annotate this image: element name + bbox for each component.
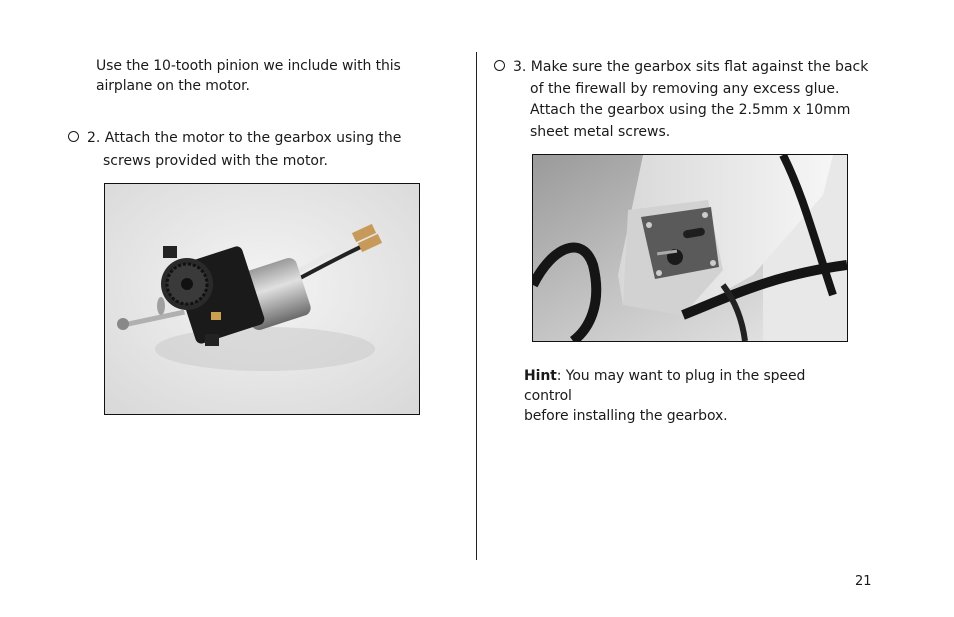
page-number: 21 bbox=[855, 574, 872, 589]
intro-text: Use the 10-tooth pinion we include with this airplane on the motor. bbox=[96, 58, 401, 94]
step-2-line-2: screws provided with the motor. bbox=[103, 153, 328, 169]
motor-gearbox-photo bbox=[104, 183, 420, 415]
motor-gearbox-illustration bbox=[105, 184, 419, 414]
step-2-line-1: 2. Attach the motor to the gearbox using the bbox=[87, 130, 402, 146]
step-3-line-3: Attach the gearbox using the 2.5mm x 10mm bbox=[530, 102, 851, 118]
step-3-line-1: 3. Make sure the gearbox sits flat against the back bbox=[513, 59, 869, 75]
checkbox-circle-icon[interactable] bbox=[494, 60, 505, 71]
step-3-line-2: of the firewall by removing any excess glue. bbox=[530, 81, 840, 97]
step-3-line-4: sheet metal screws. bbox=[530, 124, 671, 140]
intro-paragraph bbox=[96, 56, 416, 96]
firewall-gearbox-illustration bbox=[533, 155, 847, 341]
column-divider bbox=[476, 52, 477, 560]
firewall-gearbox-photo bbox=[532, 154, 848, 342]
hint-text-line-2: before installing the gearbox. bbox=[524, 408, 728, 424]
hint-paragraph bbox=[524, 366, 854, 426]
hint-text: : You may want to plug in the speed control bbox=[524, 368, 806, 404]
hint-label: Hint bbox=[524, 368, 557, 384]
checkbox-circle-icon[interactable] bbox=[68, 131, 79, 142]
